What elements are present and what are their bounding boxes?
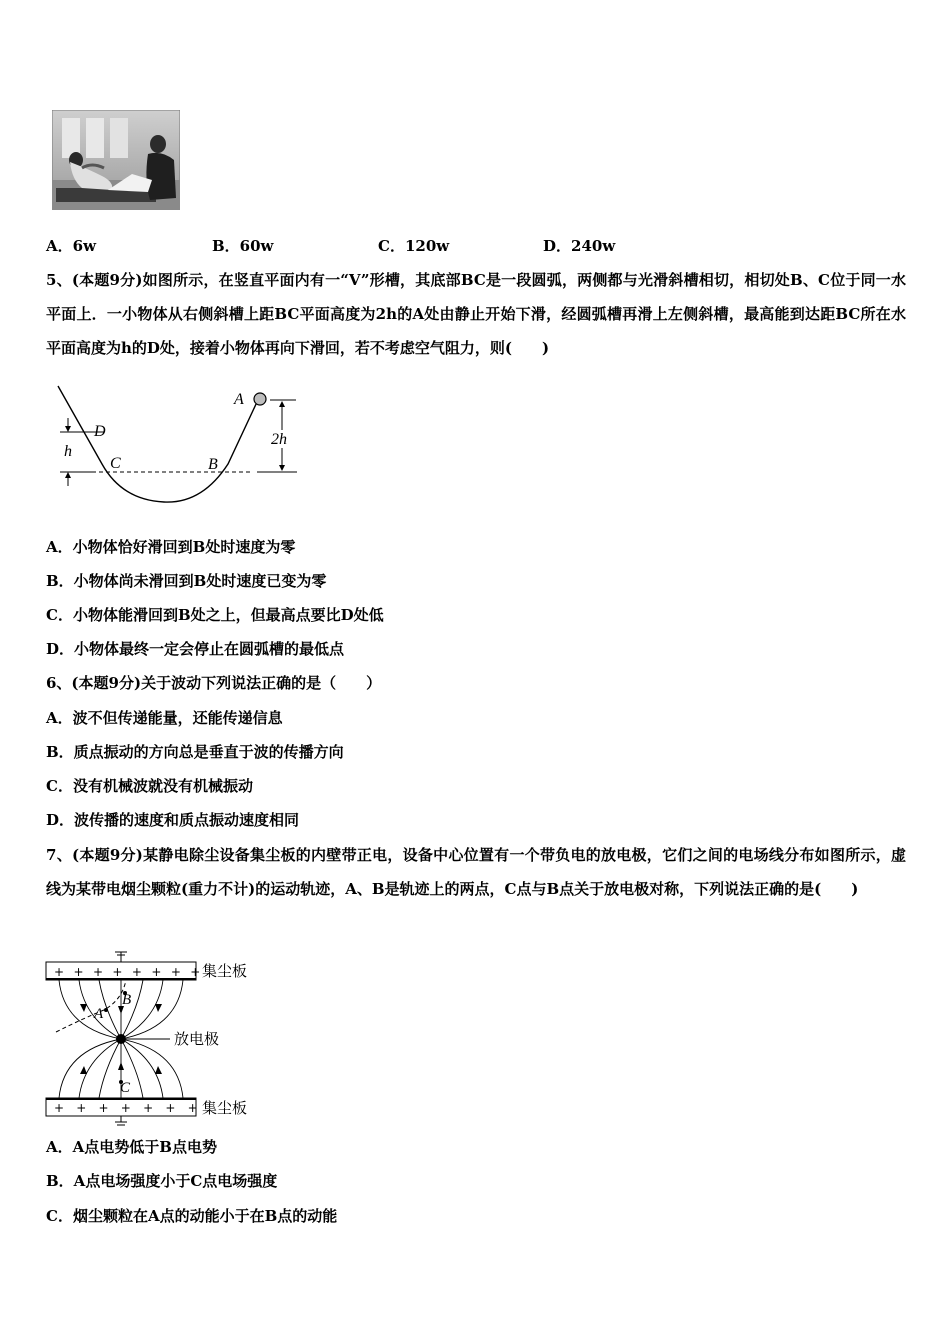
svg-text:+ + + + + + +: + + + + + + + (54, 1101, 202, 1115)
q7-option-c[interactable]: C．烟尘颗粒在A点的动能小于在B点的动能 (46, 1207, 338, 1225)
q6-option-a[interactable]: A．波不但传递能量，还能传递信息 (46, 709, 283, 727)
q6-stem: 6、(本题9分)关于波动下列说法正确的是（ ） (46, 674, 382, 692)
label-h: h (64, 443, 72, 460)
q7-option-a[interactable]: A．A点电势低于B点电势 (46, 1138, 217, 1156)
q6-option-d[interactable]: D．波传播的速度和质点振动速度相同 (46, 811, 300, 829)
label-top-plate: 集尘板 (202, 962, 248, 980)
label-b: B (208, 456, 218, 473)
ball-a (254, 393, 266, 405)
q5-option-b[interactable]: B．小物体尚未滑回到B处时速度已变为零 (46, 572, 327, 590)
label-c: C (110, 455, 121, 472)
label-a: A (94, 1006, 104, 1022)
label-a: A (234, 391, 244, 408)
q5-option-c[interactable]: C．小物体能滑回到B处之上，但最高点要比D处低 (46, 606, 384, 624)
q7-stem: 7、(本题9分)某静电除尘设备集尘板的内壁带正电，设备中心位置有一个带负电的放电极，它们之间的电场线分布如图所示，虚线为某带电烟尘颗粒(重力不计)的运动轨迹，A、B是轨迹上的两点，C点与B点关于放电极对称，下列说法正确的是( ) (46, 846, 906, 898)
q5-v-groove-diagram (52, 382, 302, 514)
label-2h: 2h (271, 431, 287, 448)
q6-option-b[interactable]: B．质点振动的方向总是垂直于波的传播方向 (46, 743, 344, 761)
q6-option-c[interactable]: C．没有机械波就没有机械振动 (46, 777, 253, 795)
q7-option-b[interactable]: B．A点电场强度小于C点电场强度 (46, 1172, 278, 1190)
q5-option-d[interactable]: D．小物体最终一定会停止在圆弧槽的最低点 (46, 640, 345, 658)
label-c: C (120, 1080, 131, 1096)
label-electrode: 放电极 (174, 1030, 220, 1048)
label-d: D (94, 423, 106, 440)
discharge-electrode (116, 1034, 126, 1044)
q4-option-b[interactable]: B．60w (212, 237, 274, 255)
situp-photo (52, 110, 180, 210)
q5-option-a[interactable]: A．小物体恰好滑回到B处时速度为零 (46, 538, 296, 556)
q4-option-a[interactable]: A．6w (46, 237, 96, 255)
svg-text:+ + + + + + + +: + + + + + + + + (54, 965, 204, 979)
label-bottom-plate: 集尘板 (202, 1099, 248, 1117)
q4-option-d[interactable]: D．240w (543, 237, 616, 255)
q7-precipitator-diagram (44, 948, 264, 1128)
q5-stem: 5、(本题9分)如图所示，在竖直平面内有一“V”形槽，其底部BC是一段圆弧，两侧都与光滑斜槽相切，相切处B、C位于同一水平面上．一小物体从右侧斜槽上距BC平面高度为2h的A处由静止开始下滑，经圆弧槽再滑上左侧斜槽，最高能到达距BC所在水平面高度为h的D处，接着小物体再向下滑回，若不考虑空气阻力，则( ) (46, 271, 906, 357)
label-b: B (122, 992, 132, 1008)
q4-option-c[interactable]: C．120w (378, 237, 450, 255)
